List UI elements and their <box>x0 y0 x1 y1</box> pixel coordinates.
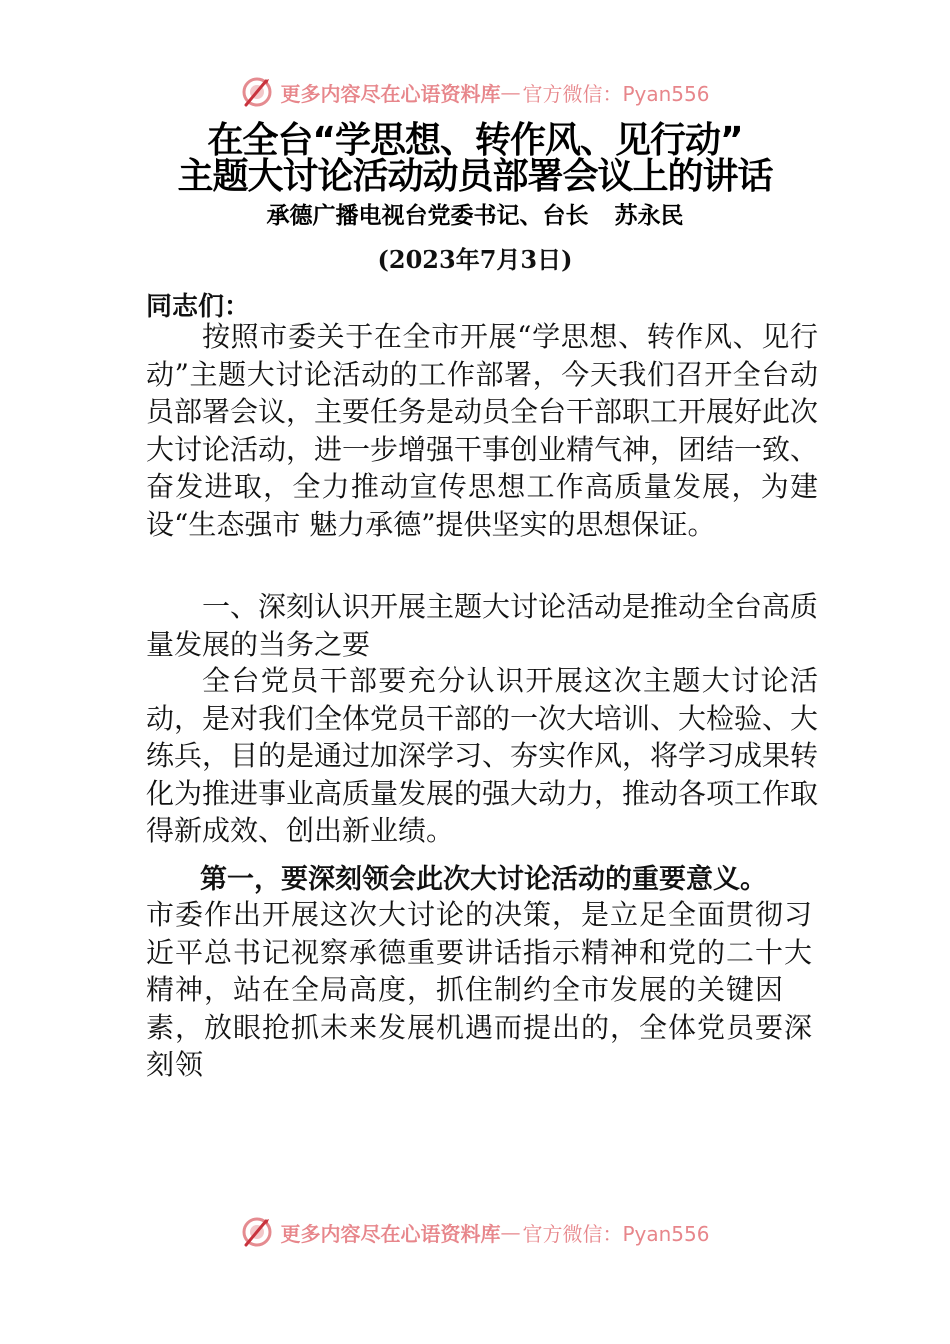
title-line-2: 主题大讨论活动动员部署会议上的讲话 <box>177 156 773 197</box>
watermark-wechat: 官方微信：Pyan556 <box>522 1221 710 1246</box>
salutation: 同志们： <box>146 292 251 322</box>
watermark-site: 更多内容尽在心语资料库 <box>280 1221 501 1246</box>
watermark-wechat: 官方微信：Pyan556 <box>522 81 710 106</box>
subheading-first: 第一，要深刻领会此次大讨论活动的重要意义。 <box>200 864 767 895</box>
author-name: 苏永民 <box>614 203 684 229</box>
watermark-separator: — <box>500 1220 521 1244</box>
speech-date: (2023年7月3日) <box>377 245 573 274</box>
watermark-separator: — <box>500 80 521 104</box>
paragraph-first-detail: 市委作出开展这次大讨论的决策，是立足全面贯彻习近平总书记视察承德重要讲话指示精神和党的二十大精神，站在全局高度，抓住制约全市发展的关键因素，放眼抢抓未来发展机遇而提出的，全体党员要深刻领 <box>146 898 814 1081</box>
author-position: 承德广播电视台党委书记、台长 <box>266 203 589 229</box>
title-line-1: 在全台“学思想、转作风、见行动” <box>207 120 743 161</box>
watermark-header <box>0 72 950 112</box>
paragraph-section-1: 全台党员干部要充分认识开展这次主题大讨论活动，是对我们全体党员干部的一次大培训、大检验、大练兵，目的是通过加深学习、夯实作风，将学习成果转化为推进事业高质量发展的强大动力，推动各项工作取得新成效、创出新业绩。 <box>146 664 819 847</box>
author-line <box>0 197 950 230</box>
watermark-site: 更多内容尽在心语资料库 <box>280 81 501 106</box>
pen-logo-icon <box>240 1215 274 1249</box>
section-heading-1: 一、深刻认识开展主题大讨论活动是推动全台高质量发展的当务之要 <box>146 590 819 661</box>
pen-logo-icon <box>240 75 274 109</box>
paragraph-intro: 按照市委关于在全市开展“学思想、转作风、见行动”主题大讨论活动的工作部署，今天我们召开全台动员部署会议，主要任务是动员全台干部职工开展好此次大讨论活动，进一步增强干事创业精气神，团结一致、奋发进取，全力推动宣传思想工作高质量发展，为建设“生态强市 魅力承德”提供坚实的思想保证。 <box>146 320 819 541</box>
watermark-footer <box>0 1212 950 1252</box>
